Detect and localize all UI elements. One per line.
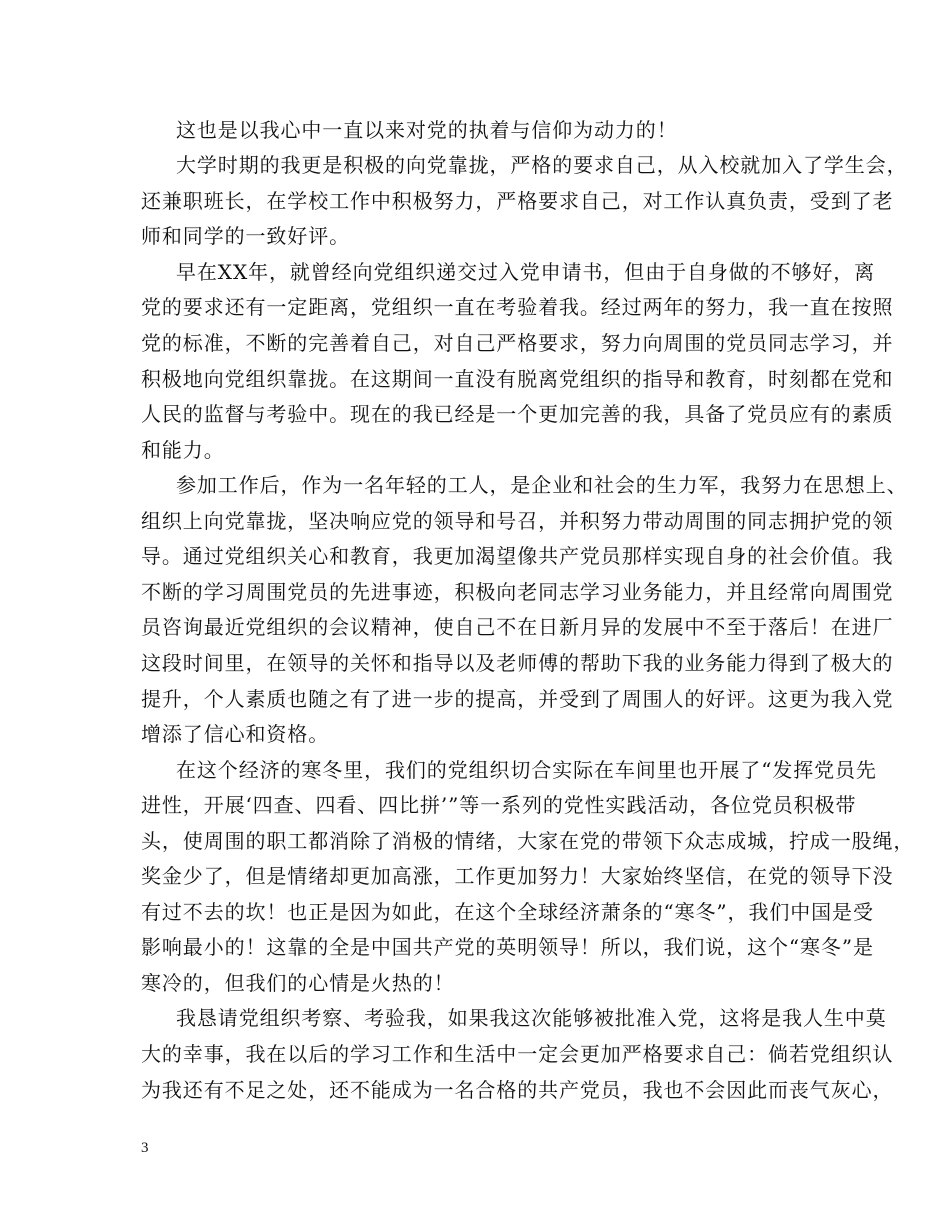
text-line: 党的标准，不断的完善着自己，对自己严格要求，努力向周围的党员同志学习，并: [141, 331, 894, 355]
text-line: 和能力。: [141, 438, 225, 462]
text-line: 早在XX年，就曾经向党组织递交过入党申请书，但由于自身做的不够好，离: [176, 260, 876, 284]
text-line: 提升，个人素质也随之有了进一步的提高，并受到了周围人的好评。这更为我入党: [141, 687, 894, 711]
text-line: 我恳请党组织考察、考验我，如果我这次能够被批准入党，这将是我人生中莫: [176, 1006, 887, 1030]
text-line: 有过不去的坎！也正是因为如此，在这个全球经济萧条的“寒冬”，我们中国是受: [141, 900, 874, 924]
text-line: 增添了信心和资格。: [141, 722, 330, 746]
text-line: 这段时间里，在领导的关怀和指导以及老师傅的帮助下我的业务能力得到了极大的: [141, 651, 894, 675]
text-line: 大学时期的我更是积极的向党靠拢，严格的要求自己，从入校就加入了学生会，: [176, 153, 908, 177]
text-line: 头，使周围的职工都消除了消极的情绪，大家在党的带领下众志成城，拧成一股绳，: [141, 829, 915, 853]
text-line: 影响最小的！这靠的全是中国共产党的英明领导！所以，我们说，这个“寒冬”是: [141, 935, 874, 959]
text-line: 师和同学的一致好评。: [141, 224, 350, 248]
text-line: 党的要求还有一定距离，党组织一直在考验着我。经过两年的努力，我一直在按照: [141, 295, 894, 319]
text-line: 寒冷的，但我们的心情是火热的！: [141, 971, 455, 995]
text-line: 积极地向党组织靠拢。在这期间一直没有脱离党组织的指导和教育，时刻都在党和: [141, 367, 894, 391]
text-line: 为我还有不足之处，还不能成为一名合格的共产党员，我也不会因此而丧气灰心，: [141, 1078, 894, 1102]
text-line: 还兼职班长，在学校工作中积极努力，严格要求自己，对工作认真负责，受到了老: [141, 189, 894, 213]
text-line: 奖金少了，但是情绪却更加高涨，工作更加努力！大家始终坚信，在党的领导下没: [141, 864, 894, 888]
text-line: 大的幸事，我在以后的学习工作和生活中一定会更加严格要求自己：倘若党组织认: [141, 1042, 894, 1066]
text-line: 组织上向党靠拢，坚决响应党的领导和号召，并积努力带动周围的同志拥护党的领: [141, 509, 894, 533]
page-number: 3: [141, 1140, 149, 1156]
text-line: 人民的监督与考验中。现在的我已经是一个更加完善的我，具备了党员应有的素质: [141, 402, 894, 426]
text-line: 在这个经济的寒冬里，我们的党组织切合实际在车间里也开展了“发挥党员先: [176, 758, 877, 782]
text-line: 进性，开展‘四查、四看、四比拼’”等一系列的党性实践活动，各位党员积极带: [141, 793, 857, 817]
text-line: 不断的学习周围党员的先进事迹，积极向老同志学习业务能力，并且经常向周围党: [141, 580, 894, 604]
text-line: 参加工作后，作为一名年轻的工人，是企业和社会的生力军，我努力在思想上、: [176, 473, 908, 497]
text-line: 这也是以我心中一直以来对党的执着与信仰为动力的！: [176, 118, 678, 142]
text-line: 导。通过党组织关心和教育，我更加渴望像共产党员那样实现自身的社会价值。我: [141, 544, 894, 568]
text-line: 员咨询最近党组织的会议精神，使自己不在日新月异的发展中不至于落后！在进厂: [141, 615, 894, 639]
